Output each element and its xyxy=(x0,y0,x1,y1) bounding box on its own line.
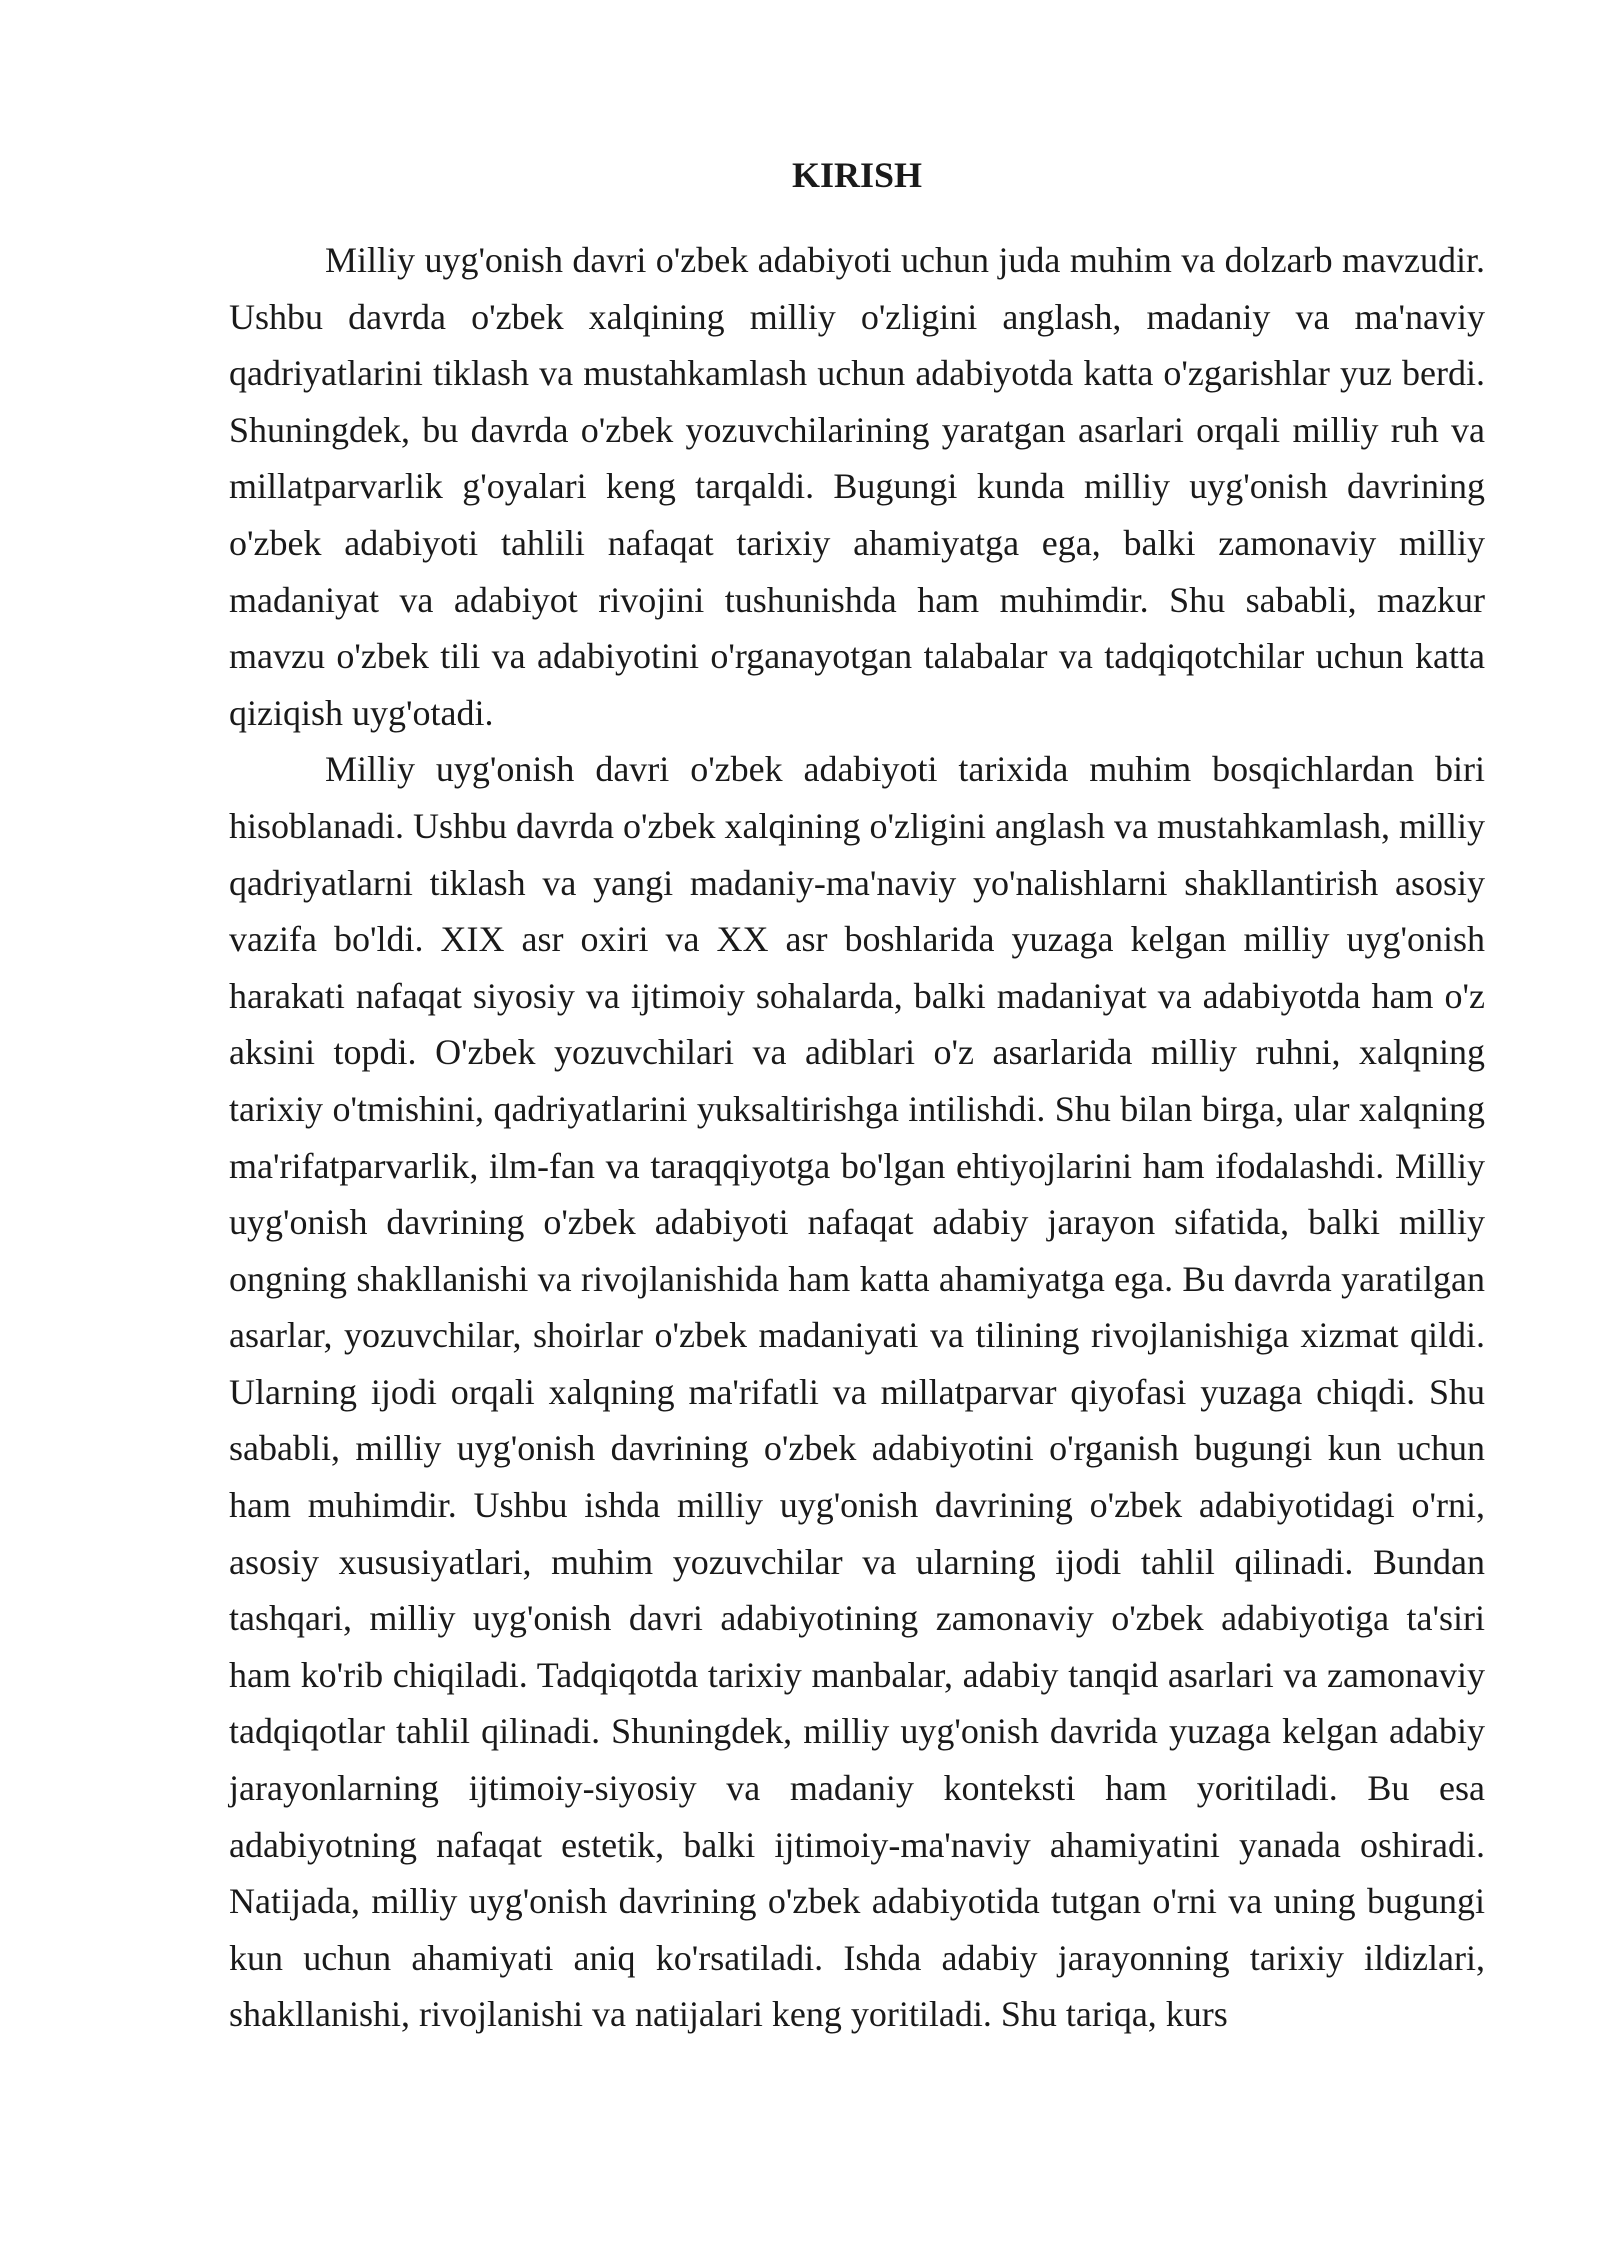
document-body xyxy=(229,146,1485,2043)
paragraph-main: Milliy uyg'onish davri o'zbek adabiyoti tarixida muhim bosqichlardan biri hisoblanadi. Ushbu davrda o'zbek xalqining o'zligini anglash va mustahkamlash, milliy qadriyatlarni tiklash va yangi madaniy-ma'naviy yo'nalishlarni shakllantirish asosiy vazifa bo'ldi. XIX asr oxiri va XX asr boshlarida yuzaga kelgan milliy uyg'onish harakati nafaqat siyosiy va ijtimoiy sohalarda, balki madaniyat va adabiyotda ham o'z aksini topdi. O'zbek yozuvchilari va adiblari o'z asarlarida milliy ruhni, xalqning tarixiy o'tmishini, qadriyatlarini yuksaltirishga intilishdi. Shu bilan birga, ular xalqning ma'rifatparvarlik, ilm-fan va taraqqiyotga bo'lgan ehtiyojlarini ham ifodalashdi. Milliy uyg'onish davrining o'zbek adabiyoti nafaqat adabiy jarayon sifatida, balki milliy ongning shakllanishi va rivojlanishida ham katta ahamiyatga ega. Bu davrda yaratilgan asarlar, yozuvchilar, shoirlar o'zbek madaniyati va tilining rivojlanishiga xizmat qildi. Ularning ijodi orqali xalqning ma'rifatli va millatparvar qiyofasi yuzaga chiqdi. Shu sababli, milliy uyg'onish davrining o'zbek adabiyotini o'rganish bugungi kun uchun ham muhimdir. Ushbu ishda milliy uyg'onish davrining o'zbek adabiyotidagi o'rni, asosiy xususiyatlari, muhim yozuvchilar va ularning ijodi tahlil qilinadi. Bundan tashqari, milliy uyg'onish davri adabiyotining zamonaviy o'zbek adabiyotiga ta'siri ham ko'rib chiqiladi. Tadqiqotda tarixiy manbalar, adabiy tanqid asarlari va zamonaviy tadqiqotlar tahlil qilinadi. Shuningdek, milliy uyg'onish davrida yuzaga kelgan adabiy jarayonlarning ijtimoiy-siyosiy va madaniy konteksti ham yoritiladi. Bu esa adabiyotning nafaqat estetik, balki ijtimoiy-ma'naviy ahamiyatini yanada oshiradi. Natijada, milliy uyg'onish davrining o'zbek adabiyotida tutgan o'rni va uning bugungi kun uchun ahamiyati aniq ko'rsatiladi. Ishda adabiy jarayonning tarixiy ildizlari, shakllanishi, rivojlanishi va natijalari keng yoritiladi. Shu tariqa, kurs xyxy=(229,749,1485,2035)
paragraph-intro: Milliy uyg'onish davri o'zbek adabiyoti uchun juda muhim va dolzarb mavzudir. Ushbu davrda o'zbek xalqining milliy o'zligini anglash, madaniy va ma'naviy qadriyatlarini tiklash va mustahkamlash uchun adabiyotda katta o'zgarishlar yuz berdi. Shuningdek, bu davrda o'zbek yozuvchilarining yaratgan asarlari orqali milliy ruh va millatparvarlik g'oyalari keng tarqaldi. Bugungi kunda milliy uyg'onish davrining o'zbek adabiyoti tahlili nafaqat tarixiy ahamiyatga ega, balki zamonaviy milliy madaniyat va adabiyot rivojini tushunishda ham muhimdir. Shu sababli, mazkur mavzu o'zbek tili va adabiyotini o'rganayotgan talabalar va tadqiqotchilar uchun katta qiziqish uyg'otadi. xyxy=(229,240,1485,733)
section-heading: KIRISH xyxy=(791,155,923,195)
